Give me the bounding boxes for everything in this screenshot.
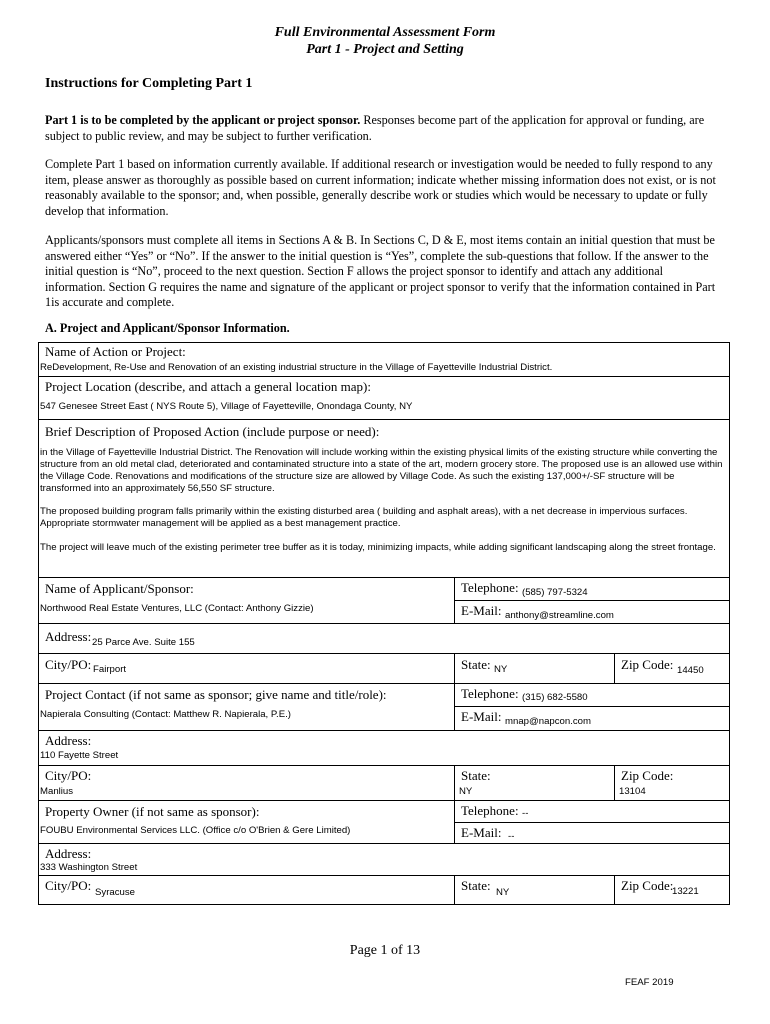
row-divider	[38, 875, 730, 876]
owner-telephone-label: Telephone:	[461, 803, 519, 818]
applicant-address-label: Address:	[45, 629, 92, 644]
row-divider	[38, 653, 730, 654]
owner-telephone-value[interactable]: --	[522, 808, 529, 819]
column-divider	[614, 875, 615, 905]
applicant-name-value[interactable]: Northwood Real Estate Ventures, LLC (Contact: Anthony Gizzie)	[40, 603, 314, 614]
owner-zip-label: Zip Code:	[621, 878, 674, 893]
column-divider	[454, 765, 455, 843]
contact-address-value[interactable]: 110 Fayette Street	[40, 750, 119, 761]
row-divider	[38, 800, 730, 801]
form-title: Full Environmental Assessment Form	[274, 25, 496, 40]
column-divider	[614, 765, 615, 800]
applicant-zip-label: Zip Code:	[621, 657, 674, 672]
applicant-telephone-label: Telephone:	[461, 580, 519, 595]
form-id: FEAF 2019	[625, 977, 674, 988]
contact-telephone-value[interactable]: (315) 682-5580	[522, 692, 588, 703]
contact-zip-label: Zip Code:	[621, 768, 674, 783]
row-divider	[38, 419, 730, 420]
contact-city-label: City/PO:	[45, 768, 92, 783]
row-divider	[38, 730, 730, 731]
contact-email-value[interactable]: mnap@napcon.com	[505, 716, 592, 727]
contact-telephone-label: Telephone:	[461, 686, 519, 701]
instructions-paragraph-1	[45, 113, 725, 144]
cell-divider	[454, 822, 730, 823]
instructions-p1-bold: Part 1 is to be completed by the applicant or project sponsor.	[45, 113, 361, 127]
owner-city-label: City/PO:	[45, 878, 92, 893]
contact-state-value[interactable]: NY	[459, 786, 473, 797]
instructions-p1-rest: Responses become part of the application for approval or funding, are subject to public review, and may be subject to further verification.	[45, 113, 705, 143]
contact-state-label: State:	[461, 768, 491, 783]
owner-name-value[interactable]: FOUBU Environmental Services LLC. (Office c/o O'Brien & Gere Limited)	[40, 825, 351, 836]
applicant-email-label: E-Mail:	[461, 603, 502, 618]
row-divider	[38, 843, 730, 844]
applicant-city-label: City/PO:	[45, 657, 92, 672]
project-location-value[interactable]: 547 Genesee Street East ( NYS Route 5), Village of Fayetteville, Onondaga County, NY	[40, 401, 413, 412]
cell-divider	[454, 600, 730, 601]
owner-state-label: State:	[461, 878, 491, 893]
row-divider	[38, 623, 730, 624]
column-divider	[614, 653, 615, 683]
cell-divider	[454, 706, 730, 707]
applicant-address-value[interactable]: 25 Parce Ave. Suite 155	[92, 637, 195, 648]
contact-city-value[interactable]: Manlius	[40, 786, 74, 797]
project-location-label: Project Location (describe, and attach a general location map):	[45, 379, 371, 394]
contact-email-label: E-Mail:	[461, 709, 502, 724]
page-number: Page 1 of 13	[349, 943, 421, 958]
row-divider	[38, 577, 730, 578]
instructions-paragraph-2: Complete Part 1 based on information currently available. If additional research or investigation would be needed to fully respond to any item, please answer as thoroughly as possible based on current information; indicate whether missing information does not exist, or is not reasonably available to the sponsor; and, when possible, generally describe work or studies which would be necessary to update or fully develop that information.	[45, 157, 716, 218]
column-divider	[454, 577, 455, 623]
owner-state-value[interactable]: NY	[496, 887, 510, 898]
contact-zip-value[interactable]: 13104	[619, 786, 646, 797]
applicant-telephone-value[interactable]: (585) 797-5324	[522, 587, 588, 598]
owner-email-label: E-Mail:	[461, 825, 502, 840]
name-of-action-label: Name of Action or Project:	[45, 344, 186, 359]
applicant-state-label: State:	[461, 657, 491, 672]
owner-email-value[interactable]: --	[508, 831, 515, 842]
column-divider	[454, 875, 455, 905]
applicant-email-value[interactable]: anthony@streamline.com	[505, 610, 614, 621]
row-divider	[38, 376, 730, 377]
applicant-zip-value[interactable]: 14450	[677, 665, 704, 676]
row-divider	[38, 683, 730, 684]
contact-name-label: Project Contact (if not same as sponsor; give name and title/role):	[45, 687, 387, 702]
applicant-state-value[interactable]: NY	[494, 664, 508, 675]
applicant-name-label: Name of Applicant/Sponsor:	[45, 581, 194, 596]
owner-zip-value[interactable]: 13221	[672, 886, 699, 897]
description-paragraph-2[interactable]: The proposed building program falls primarily within the existing disturbed area ( building and asphalt areas), with a net decrease in impervious surfaces. Appropriate stormwater management will be applied as a best management practice.	[40, 506, 688, 529]
description-paragraph-3[interactable]: The project will leave much of the existing perimeter tree buffer as it is today, minimizing impacts, while adding significant landscaping along the street frontage.	[40, 542, 716, 553]
description-label: Brief Description of Proposed Action (include purpose or need):	[45, 424, 380, 439]
contact-address-label: Address:	[45, 733, 92, 748]
section-a-heading: A. Project and Applicant/Sponsor Information.	[45, 321, 290, 335]
owner-city-value[interactable]: Syracuse	[95, 887, 135, 898]
instructions-heading: Instructions for Completing Part 1	[45, 76, 253, 91]
row-divider	[38, 765, 730, 766]
owner-address-label: Address:	[45, 846, 92, 861]
contact-name-value[interactable]: Napierala Consulting (Contact: Matthew R. Napierala, P.E.)	[40, 709, 291, 720]
instructions-paragraph-3: Applicants/sponsors must complete all items in Sections A & B. In Sections C, D & E, most items contain an initial question that must be answered either “Yes” or “No”. If the answer to the initial question is “Yes”, complete the sub-questions that follow. If the answer to the initial question is “No”, proceed to the next question. Section F allows the project sponsor to identify and attach any additional information. Section G requires the name and signature of the applicant or project sponsor to verify that the information contained in Part 1is accurate and complete.	[45, 233, 716, 309]
name-of-action-value[interactable]: ReDevelopment, Re-Use and Renovation of an existing industrial structure in the Village of Fayetteville Industrial District.	[40, 362, 553, 373]
column-divider	[454, 653, 455, 730]
description-paragraph-1[interactable]: in the Village of Fayetteville Industrial District. The Renovation will include working within the existing physical limits of the existing structure while converting the structure from an old metal clad, deteriorated and contaminated structure into a state of the art, modern grocery store. The proposed use is an allowed use within the Village Code. Renovations and modifications of the structure size are allowed by Village Code. As such the existing 137,000+/-SF structure will be transformed into an approximately 56,550 SF structure.	[40, 447, 723, 494]
owner-address-value[interactable]: 333 Washington Street	[40, 862, 138, 873]
owner-name-label: Property Owner (if not same as sponsor):	[45, 804, 260, 819]
form-subtitle: Part 1 - Project and Setting	[306, 42, 464, 57]
applicant-city-value[interactable]: Fairport	[93, 664, 127, 675]
